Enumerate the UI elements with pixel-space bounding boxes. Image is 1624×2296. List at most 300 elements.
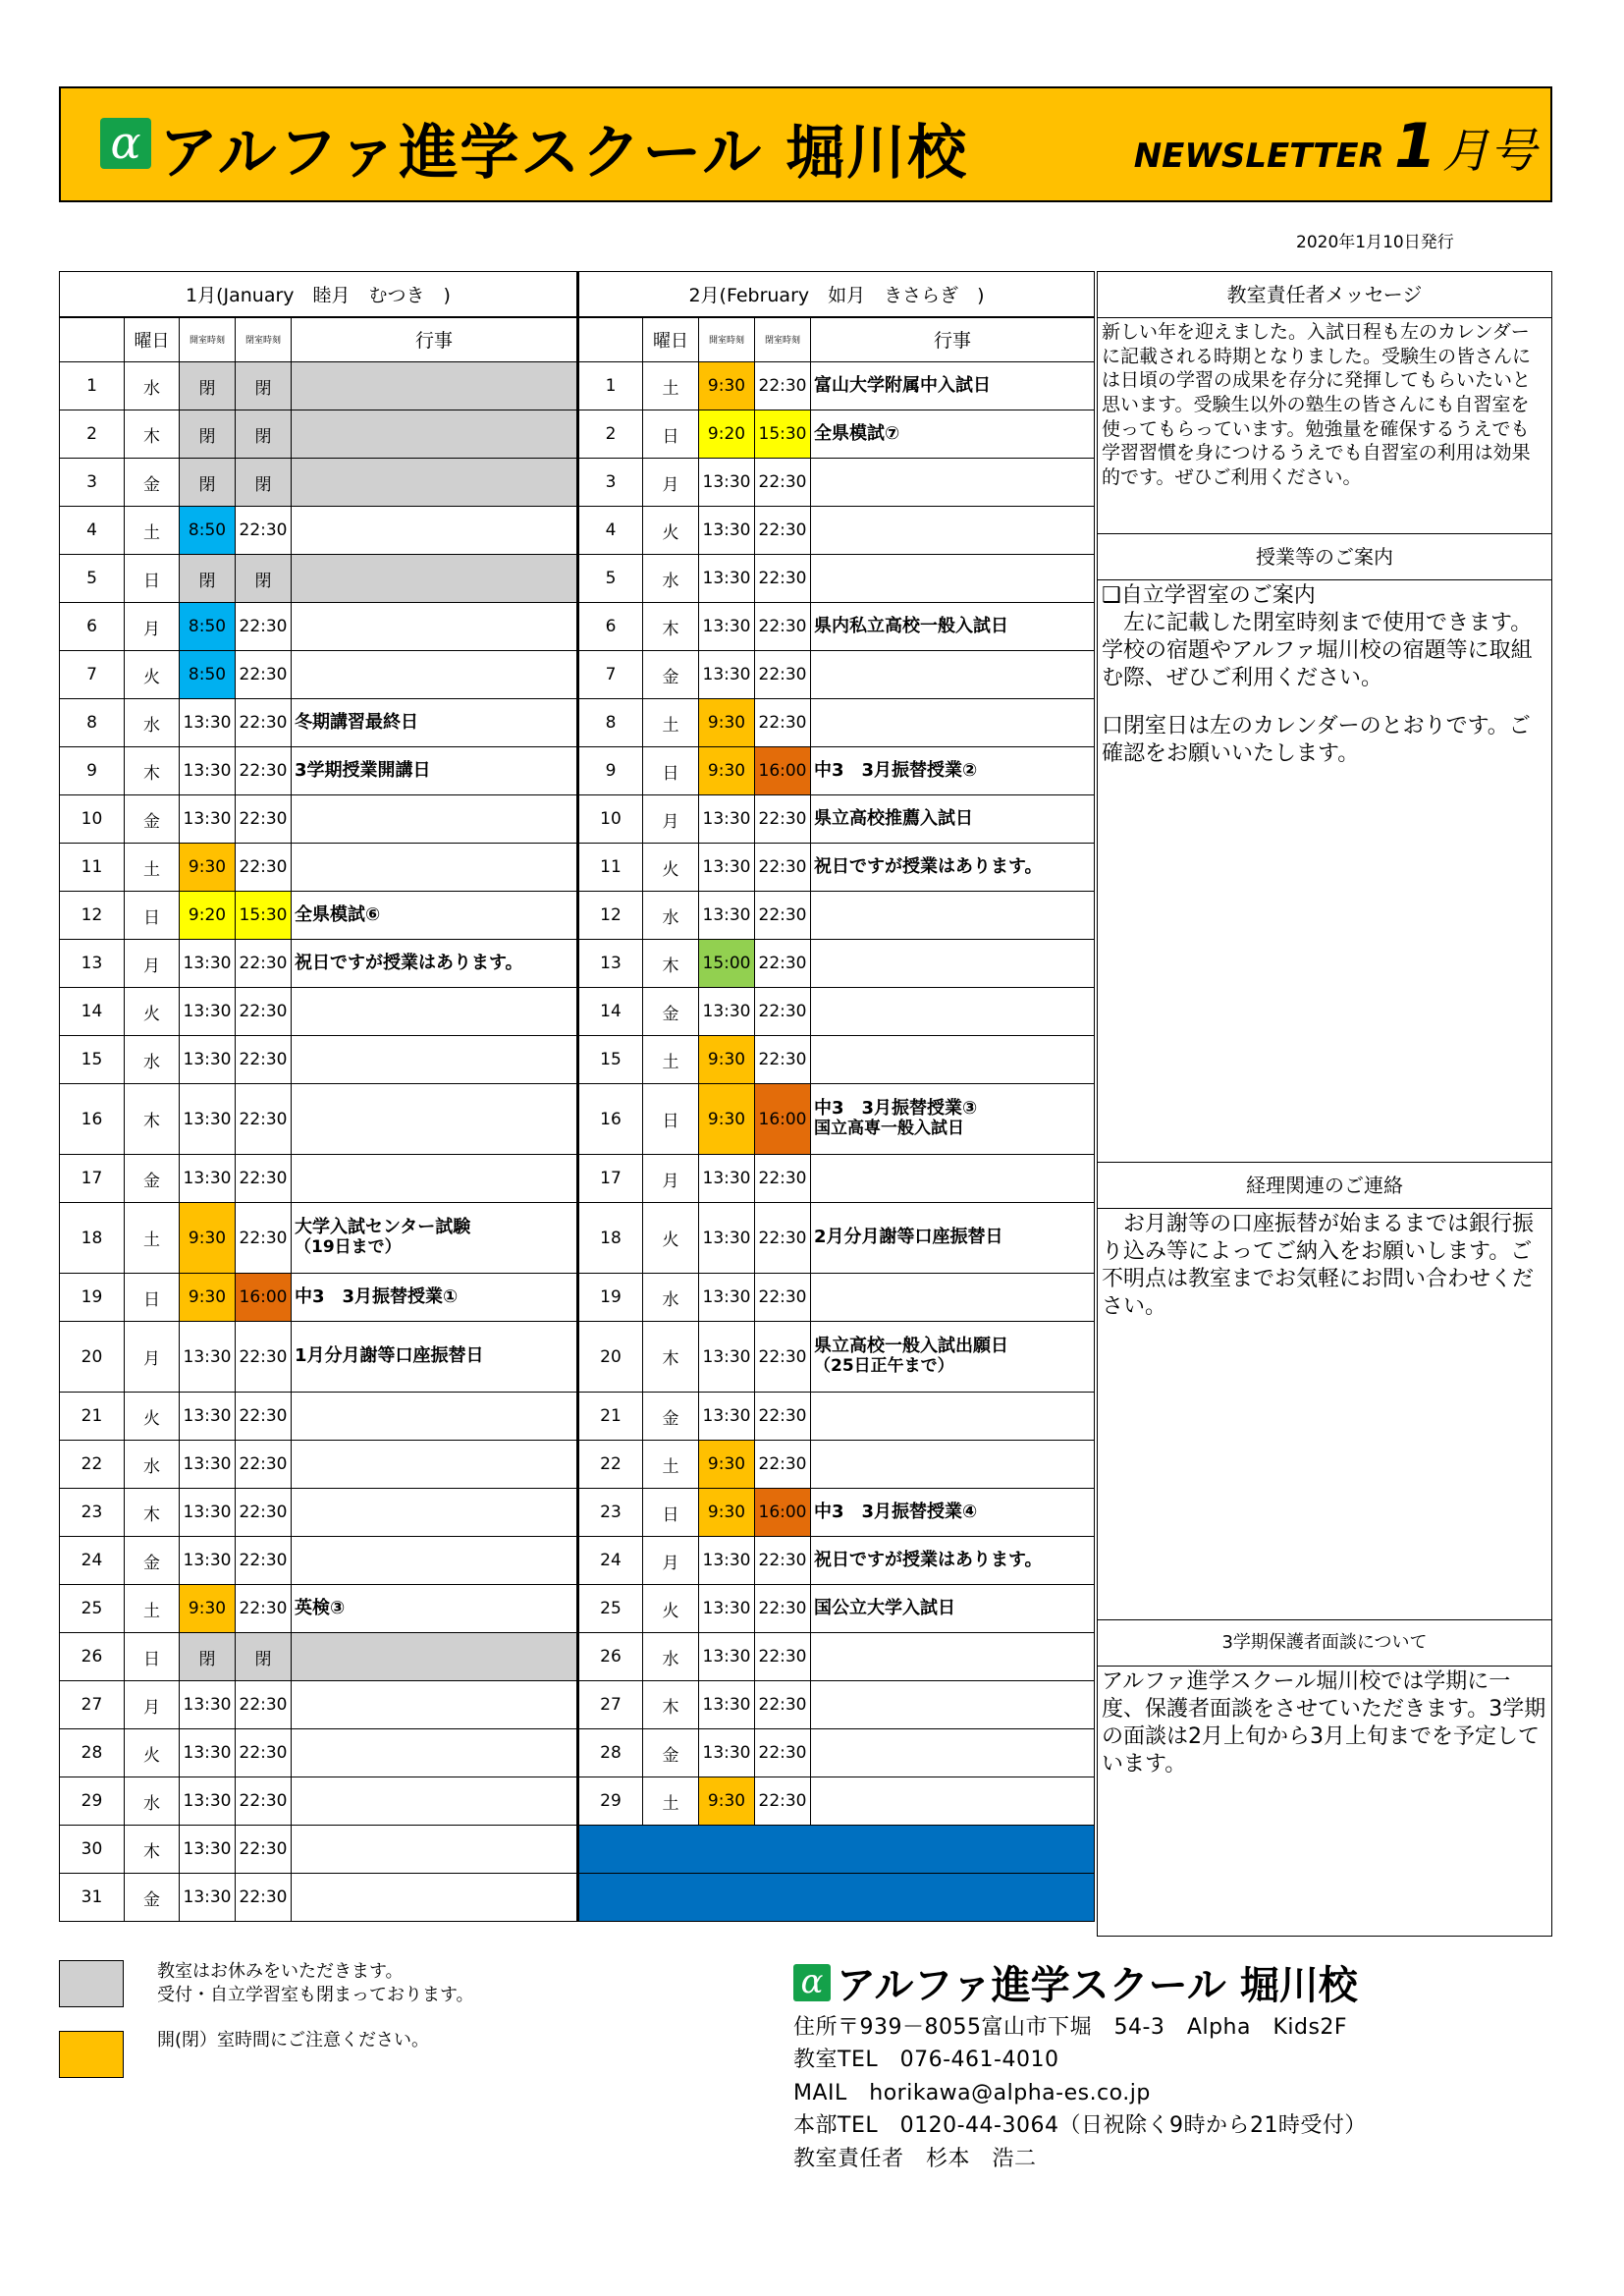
open-time-cell: 13:30 bbox=[699, 507, 755, 555]
close-time-cell: 22:30 bbox=[236, 1537, 292, 1585]
event-cell bbox=[292, 1274, 578, 1322]
close-time-cell: 22:30 bbox=[236, 1084, 292, 1155]
event-cell bbox=[811, 1633, 1095, 1681]
event-cell bbox=[292, 555, 578, 603]
day-number-cell: 27 bbox=[578, 1681, 643, 1729]
legend-orange-swatch bbox=[59, 2031, 124, 2078]
weekday-cell: 木 bbox=[125, 1826, 180, 1874]
weekday-cell: 木 bbox=[125, 747, 180, 795]
close-time-cell: 22:30 bbox=[755, 1585, 811, 1633]
newsletter-word: NEWSLETTER bbox=[1133, 137, 1384, 176]
close-time-cell: 22:30 bbox=[755, 1441, 811, 1489]
close-time-cell: 22:30 bbox=[236, 1036, 292, 1084]
footer-title: アルファ進学スクール 堀川校 bbox=[837, 1963, 1358, 2008]
open-time-cell: 13:30 bbox=[699, 1537, 755, 1585]
weekday-cell: 金 bbox=[643, 1729, 699, 1777]
weekday-cell: 日 bbox=[125, 1274, 180, 1322]
day-number-cell: 25 bbox=[578, 1585, 643, 1633]
day-number-cell: 22 bbox=[60, 1441, 125, 1489]
weekday-cell: 火 bbox=[643, 1585, 699, 1633]
weekday-cell: 月 bbox=[643, 459, 699, 507]
weekday-cell: 木 bbox=[643, 940, 699, 988]
event-cell bbox=[292, 1537, 578, 1585]
close-time-cell: 22:30 bbox=[236, 988, 292, 1036]
event-cell bbox=[811, 795, 1095, 844]
day-number-cell: 3 bbox=[60, 459, 125, 507]
event-cell bbox=[292, 1084, 578, 1155]
school-title: アルファ進学スクール 堀川校 bbox=[159, 119, 969, 188]
weekday-cell: 金 bbox=[643, 1393, 699, 1441]
accounting-section bbox=[1098, 1162, 1551, 1619]
close-time-cell: 22:30 bbox=[236, 1874, 292, 1922]
close-time-cell: 15:30 bbox=[236, 892, 292, 940]
open-time-cell: 13:30 bbox=[699, 1681, 755, 1729]
close-time-cell: 22:30 bbox=[236, 603, 292, 651]
weekday-cell: 土 bbox=[125, 507, 180, 555]
event-cell bbox=[811, 940, 1095, 988]
event-cell bbox=[292, 940, 578, 988]
day-number-cell: 23 bbox=[60, 1489, 125, 1537]
close-time-cell: 22:30 bbox=[755, 699, 811, 747]
event-cell bbox=[811, 410, 1095, 459]
event-subtext: （25日正午まで） bbox=[814, 1356, 954, 1377]
close-time-cell: 22:30 bbox=[755, 1203, 811, 1274]
event-text: 中3 3月振替授業④ bbox=[814, 1501, 978, 1522]
event-text: 国公立大学入試日 bbox=[814, 1597, 955, 1618]
open-time-cell: 13:30 bbox=[180, 1729, 236, 1777]
calendar-row bbox=[60, 1203, 1095, 1274]
issue-date: 2020年1月10日発行 bbox=[1296, 233, 1454, 252]
close-time-cell: 22:30 bbox=[236, 1489, 292, 1537]
open-time-cell: 9:30 bbox=[699, 1084, 755, 1155]
open-time-cell: 9:30 bbox=[699, 1777, 755, 1826]
event-cell bbox=[811, 459, 1095, 507]
close-time-cell: 22:30 bbox=[236, 940, 292, 988]
event-text: 中3 3月振替授業③ bbox=[814, 1098, 978, 1120]
event-cell bbox=[811, 507, 1095, 555]
day-number-cell: 27 bbox=[60, 1681, 125, 1729]
close-time-cell: 閉 bbox=[236, 362, 292, 410]
open-time-cell: 13:30 bbox=[180, 1441, 236, 1489]
event-cell bbox=[811, 892, 1095, 940]
weekday-cell: 水 bbox=[125, 1777, 180, 1826]
weekday-cell: 土 bbox=[125, 844, 180, 892]
weekday-cell: 日 bbox=[125, 555, 180, 603]
calendar-row bbox=[60, 1393, 1095, 1441]
message-section bbox=[1098, 272, 1551, 533]
january-header: 1月(January 睦月 むつき ) bbox=[60, 272, 578, 317]
close-time-cell: 22:30 bbox=[236, 747, 292, 795]
event-cell bbox=[292, 988, 578, 1036]
day-number-cell: 12 bbox=[578, 892, 643, 940]
weekday-cell: 月 bbox=[125, 1322, 180, 1393]
open-time-cell: 13:30 bbox=[699, 844, 755, 892]
open-time-cell: 13:30 bbox=[699, 1393, 755, 1441]
close-time-cell: 22:30 bbox=[236, 1155, 292, 1203]
event-col-header: 行事 bbox=[811, 317, 1095, 362]
event-cell bbox=[811, 1322, 1095, 1393]
event-text: 中3 3月振替授業① bbox=[295, 1285, 459, 1307]
weekday-cell: 日 bbox=[643, 410, 699, 459]
event-text: 祝日ですが授業はあります。 bbox=[814, 855, 1043, 877]
event-text: 富山大学附属中入試日 bbox=[814, 374, 991, 396]
event-cell bbox=[811, 1729, 1095, 1777]
open-time-cell: 閉 bbox=[180, 362, 236, 410]
open-time-cell: 13:30 bbox=[180, 795, 236, 844]
footer-alpha-icon: α bbox=[793, 1964, 831, 2001]
close-time-cell: 22:30 bbox=[755, 1537, 811, 1585]
day-number-cell: 1 bbox=[60, 362, 125, 410]
close-time-cell: 22:30 bbox=[755, 1155, 811, 1203]
open-time-cell: 13:30 bbox=[699, 1274, 755, 1322]
event-text: 中3 3月振替授業② bbox=[814, 759, 978, 781]
calendar-row bbox=[60, 1274, 1095, 1322]
close-time-cell: 22:30 bbox=[755, 1777, 811, 1826]
accounting-title: 経理関連のご連絡 bbox=[1098, 1163, 1551, 1209]
february-header: 2月(February 如月 きさらぎ ) bbox=[578, 272, 1095, 317]
weekday-cell: 火 bbox=[125, 1729, 180, 1777]
event-text: 2月分月謝等口座振替日 bbox=[814, 1227, 1003, 1248]
weekday-cell: 火 bbox=[643, 844, 699, 892]
open-time-cell: 13:30 bbox=[180, 1036, 236, 1084]
weekday-cell: 月 bbox=[643, 1155, 699, 1203]
weekday-cell: 金 bbox=[125, 459, 180, 507]
close-time-cell: 22:30 bbox=[236, 1203, 292, 1274]
close-time-cell: 22:30 bbox=[755, 844, 811, 892]
day-number-cell: 13 bbox=[578, 940, 643, 988]
event-text: 全県模試⑥ bbox=[295, 903, 381, 925]
open-time-cell: 13:30 bbox=[699, 1203, 755, 1274]
weekday-cell: 金 bbox=[125, 795, 180, 844]
footer-manager: 教室責任者 杉本 浩二 bbox=[793, 2146, 1037, 2171]
close-time-cell: 22:30 bbox=[755, 362, 811, 410]
weekday-cell: 月 bbox=[643, 1537, 699, 1585]
empty-calendar-fill bbox=[578, 1826, 1095, 1874]
close-time-cell: 22:30 bbox=[236, 1441, 292, 1489]
open-time-col-header: 開室時刻 bbox=[699, 317, 755, 362]
weekday-cell: 水 bbox=[125, 1441, 180, 1489]
event-cell bbox=[811, 1274, 1095, 1322]
event-cell bbox=[292, 1633, 578, 1681]
event-cell bbox=[292, 1874, 578, 1922]
day-number-cell: 21 bbox=[60, 1393, 125, 1441]
weekday-cell: 火 bbox=[643, 1203, 699, 1274]
weekday-cell: 火 bbox=[643, 507, 699, 555]
day-number-cell: 23 bbox=[578, 1489, 643, 1537]
weekday-cell: 金 bbox=[125, 1874, 180, 1922]
open-time-cell: 9:30 bbox=[699, 362, 755, 410]
day-number-cell: 6 bbox=[60, 603, 125, 651]
day-number-cell: 9 bbox=[60, 747, 125, 795]
newsletter-month: 月号 bbox=[1441, 124, 1537, 179]
weekday-cell: 土 bbox=[643, 1441, 699, 1489]
close-time-cell: 22:30 bbox=[755, 603, 811, 651]
footer-mail: MAIL horikawa@alpha-es.co.jp bbox=[793, 2080, 1151, 2105]
close-time-cell: 15:30 bbox=[755, 410, 811, 459]
close-time-cell: 22:30 bbox=[755, 555, 811, 603]
weekday-cell: 日 bbox=[643, 1489, 699, 1537]
guide-body-closed-days: 口閉室日は左のカレンダーのとおりです。ご確認をお願いいたします。 bbox=[1102, 713, 1531, 766]
day-number-cell: 24 bbox=[578, 1537, 643, 1585]
event-cell bbox=[292, 1777, 578, 1826]
newsletter-number: 1 bbox=[1393, 110, 1436, 182]
day-number-cell: 7 bbox=[578, 651, 643, 699]
event-cell bbox=[292, 1681, 578, 1729]
day-number-cell: 5 bbox=[578, 555, 643, 603]
day-number-cell: 25 bbox=[60, 1585, 125, 1633]
event-cell bbox=[292, 410, 578, 459]
weekday-cell: 火 bbox=[125, 988, 180, 1036]
calendar-row bbox=[60, 1441, 1095, 1489]
close-time-cell: 22:30 bbox=[236, 1322, 292, 1393]
close-time-cell: 22:30 bbox=[755, 1681, 811, 1729]
open-time-cell: 13:30 bbox=[180, 1681, 236, 1729]
event-cell bbox=[292, 1441, 578, 1489]
weekday-cell: 土 bbox=[643, 1777, 699, 1826]
calendar-row bbox=[60, 1489, 1095, 1537]
close-time-cell: 16:00 bbox=[236, 1274, 292, 1322]
day-number-cell: 7 bbox=[60, 651, 125, 699]
close-time-cell: 22:30 bbox=[236, 1585, 292, 1633]
calendar-row bbox=[60, 1826, 1095, 1874]
legend-gray-line2: 受付・自立学習室も閉まっております。 bbox=[157, 1985, 474, 2006]
weekday-cell: 金 bbox=[643, 651, 699, 699]
calendar-row bbox=[60, 1537, 1095, 1585]
event-text: 冬期講習最終日 bbox=[295, 711, 418, 733]
close-time-cell: 22:30 bbox=[755, 1036, 811, 1084]
calendar-row bbox=[60, 1729, 1095, 1777]
weekday-col-header: 曜日 bbox=[643, 317, 699, 362]
day-number-cell: 14 bbox=[60, 988, 125, 1036]
close-time-cell: 22:30 bbox=[236, 1826, 292, 1874]
calendar-table bbox=[59, 271, 1095, 1922]
event-cell bbox=[811, 1084, 1095, 1155]
event-text: 祝日ですが授業はあります。 bbox=[295, 952, 523, 973]
close-time-cell: 16:00 bbox=[755, 1489, 811, 1537]
event-subtext: 国立高専一般入試日 bbox=[814, 1119, 964, 1139]
event-cell bbox=[292, 507, 578, 555]
open-time-cell: 13:30 bbox=[699, 1585, 755, 1633]
meeting-title: 3学期保護者面談について bbox=[1098, 1620, 1551, 1667]
close-time-cell: 16:00 bbox=[755, 747, 811, 795]
open-time-cell: 13:30 bbox=[180, 1155, 236, 1203]
calendar-row bbox=[60, 1585, 1095, 1633]
open-time-cell: 15:00 bbox=[699, 940, 755, 988]
open-time-cell: 9:30 bbox=[180, 1274, 236, 1322]
open-time-cell: 13:30 bbox=[699, 1322, 755, 1393]
weekday-cell: 金 bbox=[125, 1537, 180, 1585]
event-cell bbox=[811, 1036, 1095, 1084]
open-time-cell: 13:30 bbox=[180, 699, 236, 747]
day-number-cell: 1 bbox=[578, 362, 643, 410]
weekday-cell: 月 bbox=[643, 795, 699, 844]
weekday-cell: 月 bbox=[125, 940, 180, 988]
event-text: 祝日ですが授業はあります。 bbox=[814, 1549, 1043, 1570]
legend-gray-text bbox=[157, 1960, 474, 2008]
newsletter-label bbox=[1134, 110, 1537, 182]
open-time-cell: 13:30 bbox=[180, 1489, 236, 1537]
open-time-cell: 9:30 bbox=[180, 1585, 236, 1633]
calendar-row bbox=[60, 1036, 1095, 1084]
open-time-cell: 9:30 bbox=[699, 1489, 755, 1537]
event-cell bbox=[811, 844, 1095, 892]
open-time-cell: 13:30 bbox=[699, 651, 755, 699]
day-number-cell: 9 bbox=[578, 747, 643, 795]
event-cell bbox=[292, 1155, 578, 1203]
event-cell bbox=[811, 362, 1095, 410]
open-time-cell: 13:30 bbox=[180, 1393, 236, 1441]
open-time-cell: 9:30 bbox=[180, 1203, 236, 1274]
day-number-cell: 15 bbox=[578, 1036, 643, 1084]
event-text: 県内私立高校一般入試日 bbox=[814, 615, 1008, 636]
close-time-cell: 22:30 bbox=[755, 651, 811, 699]
calendar-row bbox=[60, 1633, 1095, 1681]
message-body: 新しい年を迎えました。入試日程も左のカレンダーに記載される時期となりました。受験生の皆さんには日頃の学習の成果を存分に発揮してもらいたいと思います。受験生以外の塾生の皆さんにも自習室を使ってもらっています。勉強量を確保するうえでも学習習慣を身につけるうえでも自習室の利用は効果的です。ぜひご利用ください。 bbox=[1102, 321, 1532, 489]
event-cell bbox=[811, 1155, 1095, 1203]
event-cell bbox=[292, 1393, 578, 1441]
event-text: 全県模試⑦ bbox=[814, 422, 900, 444]
open-time-cell: 13:30 bbox=[699, 555, 755, 603]
event-cell bbox=[292, 1203, 578, 1274]
open-time-cell: 閉 bbox=[180, 410, 236, 459]
calendar-row bbox=[60, 1084, 1095, 1155]
close-time-cell: 閉 bbox=[236, 410, 292, 459]
event-cell bbox=[811, 747, 1095, 795]
calendar-row bbox=[60, 940, 1095, 988]
close-time-cell: 22:30 bbox=[236, 844, 292, 892]
close-time-col-header: 閉室時刻 bbox=[755, 317, 811, 362]
weekday-cell: 水 bbox=[643, 1633, 699, 1681]
open-time-cell: 9:30 bbox=[699, 1441, 755, 1489]
day-number-cell: 8 bbox=[578, 699, 643, 747]
event-cell bbox=[292, 1489, 578, 1537]
sidebar bbox=[1097, 271, 1552, 1937]
calendar-row bbox=[60, 1681, 1095, 1729]
close-time-cell: 22:30 bbox=[236, 1681, 292, 1729]
meeting-section bbox=[1098, 1619, 1551, 1936]
event-cell bbox=[292, 1036, 578, 1084]
day-col-header bbox=[578, 317, 643, 362]
weekday-cell: 月 bbox=[125, 1681, 180, 1729]
day-number-cell: 19 bbox=[578, 1274, 643, 1322]
day-number-cell: 16 bbox=[578, 1084, 643, 1155]
day-number-cell: 21 bbox=[578, 1393, 643, 1441]
event-cell bbox=[292, 747, 578, 795]
day-number-cell: 20 bbox=[60, 1322, 125, 1393]
close-time-col-header: 閉室時刻 bbox=[236, 317, 292, 362]
close-time-cell: 22:30 bbox=[755, 459, 811, 507]
weekday-cell: 木 bbox=[643, 1322, 699, 1393]
open-time-cell: 閉 bbox=[180, 1633, 236, 1681]
close-time-cell: 16:00 bbox=[755, 1084, 811, 1155]
guide-title: 授業等のご案内 bbox=[1098, 534, 1551, 580]
event-cell bbox=[811, 1203, 1095, 1274]
calendar-row bbox=[60, 362, 1095, 410]
open-time-cell: 13:30 bbox=[699, 892, 755, 940]
day-number-cell: 2 bbox=[578, 410, 643, 459]
weekday-cell: 木 bbox=[125, 410, 180, 459]
legend-gray-line1: 教室はお休みをいただきます。 bbox=[157, 1961, 404, 1982]
weekday-cell: 木 bbox=[643, 603, 699, 651]
day-number-cell: 31 bbox=[60, 1874, 125, 1922]
close-time-cell: 閉 bbox=[236, 1633, 292, 1681]
weekday-cell: 金 bbox=[125, 1155, 180, 1203]
event-text: 大学入試センター試験 bbox=[295, 1217, 471, 1238]
weekday-cell: 日 bbox=[643, 747, 699, 795]
close-time-cell: 22:30 bbox=[755, 988, 811, 1036]
calendar-row bbox=[60, 844, 1095, 892]
close-time-cell: 22:30 bbox=[755, 507, 811, 555]
open-time-cell: 13:30 bbox=[180, 988, 236, 1036]
close-time-cell: 22:30 bbox=[236, 699, 292, 747]
calendar-row bbox=[60, 1874, 1095, 1922]
day-number-cell: 29 bbox=[578, 1777, 643, 1826]
open-time-cell: 8:50 bbox=[180, 651, 236, 699]
event-text: 1月分月謝等口座振替日 bbox=[295, 1345, 484, 1367]
day-number-cell: 10 bbox=[578, 795, 643, 844]
event-cell bbox=[811, 1489, 1095, 1537]
open-time-cell: 13:30 bbox=[699, 1155, 755, 1203]
day-number-cell: 13 bbox=[60, 940, 125, 988]
close-time-cell: 22:30 bbox=[755, 892, 811, 940]
event-cell bbox=[292, 603, 578, 651]
event-cell bbox=[811, 1393, 1095, 1441]
open-time-cell: 9:20 bbox=[699, 410, 755, 459]
weekday-cell: 木 bbox=[125, 1084, 180, 1155]
calendar-row bbox=[60, 1777, 1095, 1826]
open-time-cell: 8:50 bbox=[180, 507, 236, 555]
open-time-cell: 13:30 bbox=[180, 1084, 236, 1155]
event-cell bbox=[811, 1777, 1095, 1826]
day-number-cell: 3 bbox=[578, 459, 643, 507]
event-cell bbox=[292, 459, 578, 507]
weekday-cell: 土 bbox=[125, 1585, 180, 1633]
close-time-cell: 22:30 bbox=[236, 1777, 292, 1826]
legend-orange-text: 開(閉）室時間にご注意ください。 bbox=[157, 2030, 430, 2050]
close-time-cell: 22:30 bbox=[755, 1274, 811, 1322]
event-text: 県立高校推薦入試日 bbox=[814, 807, 973, 829]
day-number-cell: 18 bbox=[60, 1203, 125, 1274]
day-number-cell: 5 bbox=[60, 555, 125, 603]
day-number-cell: 17 bbox=[60, 1155, 125, 1203]
footer-logo bbox=[793, 1954, 1358, 2010]
event-cell bbox=[292, 1826, 578, 1874]
event-cell bbox=[811, 651, 1095, 699]
day-number-cell: 28 bbox=[60, 1729, 125, 1777]
day-number-cell: 18 bbox=[578, 1203, 643, 1274]
footer-address: 住所〒939－8055富山市下堀 54-3 Alpha Kids2F bbox=[793, 2015, 1348, 2040]
calendar-row bbox=[60, 410, 1095, 459]
close-time-cell: 22:30 bbox=[236, 1393, 292, 1441]
day-number-cell: 4 bbox=[60, 507, 125, 555]
open-time-cell: 13:30 bbox=[699, 988, 755, 1036]
weekday-cell: 日 bbox=[125, 892, 180, 940]
day-number-cell: 26 bbox=[578, 1633, 643, 1681]
close-time-cell: 22:30 bbox=[236, 651, 292, 699]
empty-calendar-fill bbox=[578, 1874, 1095, 1922]
weekday-cell: 日 bbox=[643, 1084, 699, 1155]
weekday-cell: 土 bbox=[643, 362, 699, 410]
event-cell bbox=[292, 892, 578, 940]
day-number-cell: 15 bbox=[60, 1036, 125, 1084]
close-time-cell: 22:30 bbox=[236, 507, 292, 555]
calendar-row bbox=[60, 699, 1095, 747]
close-time-cell: 22:30 bbox=[755, 940, 811, 988]
day-number-cell: 22 bbox=[578, 1441, 643, 1489]
footer-contact bbox=[793, 2011, 1367, 2175]
calendar-row bbox=[60, 747, 1095, 795]
calendar-row bbox=[60, 603, 1095, 651]
